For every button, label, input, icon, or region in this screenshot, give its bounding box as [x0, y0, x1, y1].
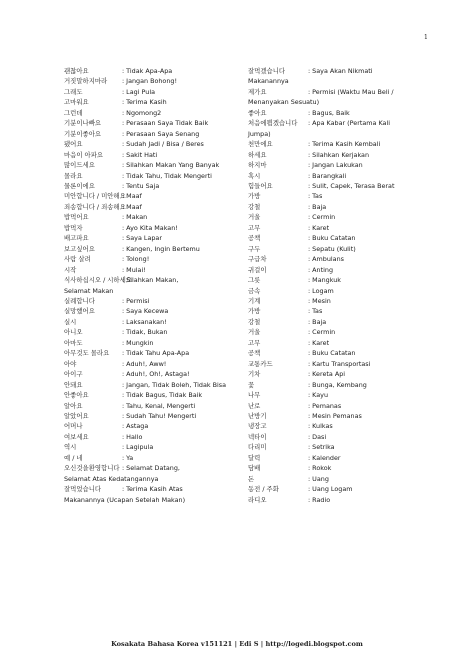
korean-term: 냉장고	[248, 422, 267, 431]
vocabulary-column-left	[64, 66, 240, 505]
korean-term: 넥타이	[248, 432, 267, 441]
vocabulary-entry	[248, 474, 440, 484]
vocabulary-entry	[64, 254, 240, 264]
indonesian-meaning: : Jangan Lakukan	[308, 161, 363, 170]
korean-term: 기계	[248, 296, 261, 305]
vocabulary-entry	[64, 76, 240, 86]
indonesian-meaning: : Kayu	[308, 391, 329, 400]
vocabulary-entry	[248, 275, 440, 285]
vocabulary-entry	[64, 97, 240, 107]
indonesian-meaning: : Terima Kasih Kembali	[308, 140, 381, 149]
korean-term: 괜찮아요	[64, 67, 89, 75]
indonesian-meaning: : Makan	[122, 213, 148, 222]
korean-term: 배고파요	[64, 234, 89, 243]
korean-term: 안좋아요	[64, 391, 89, 400]
korean-term: 구두	[248, 244, 261, 253]
vocabulary-entry	[248, 463, 440, 473]
korean-term: 고마워요	[64, 98, 89, 107]
vocabulary-entry	[248, 380, 440, 390]
indonesian-meaning: : Kereta Api	[308, 370, 346, 379]
vocabulary-entry	[64, 453, 240, 463]
korean-term: 알아요	[64, 401, 83, 410]
indonesian-meaning: : Anting	[308, 265, 333, 274]
korean-term: 기분이좋아요	[64, 129, 102, 138]
indonesian-meaning: : Tidak Tahu Apa-Apa	[122, 349, 190, 358]
vocabulary-entry	[248, 495, 440, 505]
vocabulary-entry	[248, 160, 440, 170]
vocabulary-entry	[64, 223, 240, 233]
korean-term: 고무	[248, 223, 261, 232]
indonesian-meaning: : Apa Kabar (Pertama Kali	[308, 119, 391, 128]
korean-term: 다리미	[248, 443, 267, 452]
korean-term: 거울	[248, 328, 261, 337]
indonesian-meaning: : Kalender	[308, 453, 341, 462]
indonesian-meaning: : Aduh!, Oh!, Astaga!	[122, 370, 190, 379]
korean-term: 밥먹어요	[64, 213, 89, 222]
korean-term: 기분이나빠요	[64, 119, 102, 128]
indonesian-meaning-continued: Makanannya	[248, 77, 289, 86]
indonesian-meaning: : Tas	[308, 307, 323, 316]
korean-term: 잘먹겠습니다	[248, 67, 286, 75]
korean-term: 밥먹자	[64, 223, 83, 232]
vocabulary-entry	[248, 442, 440, 452]
indonesian-meaning: : Tidak Tahu, Tidak Mengerti	[122, 171, 212, 180]
vocabulary-entry	[64, 171, 240, 181]
korean-term: 동전 / 주화	[248, 485, 279, 494]
vocabulary-entry	[64, 129, 240, 139]
indonesian-meaning: : Mesin Pemanas	[308, 411, 362, 420]
vocabulary-entry	[248, 348, 440, 358]
korean-term: 구급차	[248, 255, 267, 264]
vocabulary-entry	[64, 233, 240, 243]
vocabulary-entry	[248, 223, 440, 233]
indonesian-meaning: : Saya Lapar	[122, 234, 162, 243]
vocabulary-entry	[248, 181, 440, 191]
indonesian-meaning: : Lagi Pula	[122, 87, 156, 96]
vocabulary-entry	[248, 453, 440, 463]
korean-term: 고무	[248, 338, 261, 347]
indonesian-meaning: : Jangan, Tidak Boleh, Tidak Bisa	[122, 380, 227, 389]
vocabulary-entry	[64, 296, 240, 306]
indonesian-meaning: : Ya	[122, 453, 134, 462]
vocabulary-entry	[248, 118, 440, 128]
korean-term: 혹시	[248, 171, 261, 180]
vocabulary-entry	[248, 212, 440, 222]
indonesian-meaning-continued: Jumpa)	[248, 129, 271, 138]
vocabulary-entry	[64, 369, 240, 379]
vocabulary-entry	[64, 432, 240, 442]
korean-term: 하지마	[248, 161, 267, 170]
korean-term: 아니오	[64, 328, 83, 337]
indonesian-meaning: : Mangkuk	[308, 276, 341, 285]
vocabulary-entry	[64, 191, 240, 201]
indonesian-meaning: : Ngomong2	[122, 108, 162, 117]
vocabulary-entry	[248, 108, 440, 118]
indonesian-meaning: : Hallo	[122, 432, 143, 441]
korean-term: 실례합니다	[64, 296, 95, 305]
korean-term: 강철	[248, 202, 261, 211]
indonesian-meaning: : Cermin	[308, 213, 336, 222]
indonesian-meaning: : Bagus, Baik	[308, 108, 350, 117]
korean-term: 꽃	[248, 380, 255, 389]
indonesian-meaning: : Baja	[308, 202, 327, 211]
korean-term: 난방기	[248, 411, 267, 420]
indonesian-meaning: : Cermin	[308, 328, 336, 337]
indonesian-meaning: : Uang Logam	[308, 485, 353, 494]
indonesian-meaning: : Setrika	[308, 443, 335, 452]
vocabulary-entry	[248, 338, 440, 348]
indonesian-meaning: : Silahkan Kerjakan	[308, 150, 370, 159]
korean-term: 물론이에요	[64, 181, 95, 190]
indonesian-meaning: : Tidak Apa-Apa	[122, 67, 173, 75]
indonesian-meaning: : Karet	[308, 338, 330, 347]
indonesian-meaning: : Terima Kasih	[122, 98, 167, 107]
vocabulary-entry	[64, 463, 240, 473]
korean-term: 처음에뵙겠습니다	[248, 119, 298, 128]
korean-term: 아이구	[64, 370, 83, 379]
indonesian-meaning: : Sakit Hati	[122, 150, 158, 159]
korean-term: 사람 살려	[64, 255, 91, 264]
indonesian-meaning: : Saya Akan Nikmati	[308, 67, 373, 75]
korean-term: 아마도	[64, 338, 83, 347]
vocabulary-entry	[248, 317, 440, 327]
vocabulary-entry	[64, 139, 240, 149]
page-footer: Kosakata Bahasa Korea v151121 | Edi S | http://logedi.blogspot.com	[111, 640, 363, 648]
vocabulary-entry	[64, 244, 240, 254]
indonesian-meaning-continued: Selamat Makan	[64, 286, 114, 295]
vocabulary-entry	[248, 401, 440, 411]
korean-term: 기차	[248, 370, 261, 379]
korean-term: 천만에요	[248, 140, 273, 149]
vocabulary-entry	[248, 254, 440, 264]
vocabulary-entry	[248, 369, 440, 379]
vocabulary-entry	[248, 233, 440, 243]
indonesian-meaning: : Tidak, Bukan	[122, 328, 168, 337]
korean-term: 그런데	[64, 108, 83, 117]
vocabulary-entry	[64, 118, 240, 128]
indonesian-meaning-continued: Menanyakan Sesuatu)	[248, 98, 320, 107]
indonesian-meaning: : Dasi	[308, 432, 327, 441]
vocabulary-entry	[64, 181, 240, 191]
korean-term: 담배	[248, 464, 261, 473]
indonesian-meaning: : Karet	[308, 223, 330, 232]
korean-term: 나무	[248, 391, 261, 400]
indonesian-meaning: : Kangen, Ingin Bertemu	[122, 244, 200, 253]
korean-term: 죄송합니다 / 죄송해요	[64, 202, 126, 211]
indonesian-meaning: : Barangkali	[308, 171, 347, 180]
vocabulary-entry	[248, 171, 440, 181]
indonesian-meaning: : Perasaan Saya Tidak Baik	[122, 119, 209, 128]
indonesian-meaning: : Rokok	[308, 464, 332, 473]
korean-term: 알았어요	[64, 411, 89, 420]
vocabulary-entry	[248, 150, 440, 160]
vocabulary-entry	[248, 244, 440, 254]
indonesian-meaning: : Buku Catatan	[308, 349, 356, 358]
korean-term: 아무것도 몰라요	[64, 349, 110, 358]
indonesian-meaning: : Radio	[308, 495, 331, 504]
korean-term: 아야	[64, 359, 77, 368]
indonesian-meaning: : Terima Kasih Atas	[122, 485, 183, 494]
korean-term: 안돼요	[64, 380, 83, 389]
vocabulary-entry	[64, 421, 240, 431]
korean-term: 공책	[248, 234, 261, 243]
vocabulary-entry	[248, 66, 440, 76]
indonesian-meaning-continued: Makanannya (Ucapan Setelah Makan)	[64, 495, 186, 504]
indonesian-meaning: : Lagipula	[122, 443, 154, 452]
vocabulary-entry	[64, 150, 240, 160]
indonesian-meaning: : Silahkan Makan Yang Banyak	[122, 161, 220, 170]
indonesian-meaning: : Bunga, Kembang	[308, 380, 367, 389]
korean-term: 하세요	[248, 150, 267, 159]
indonesian-meaning: : Uang	[308, 474, 329, 483]
vocabulary-entry	[248, 306, 440, 316]
indonesian-meaning: : Ayo Kita Makan!	[122, 223, 178, 232]
vocabulary-entry	[248, 421, 440, 431]
korean-term: 가방	[248, 307, 261, 316]
indonesian-meaning: : Baja	[308, 317, 327, 326]
vocabulary-entry	[248, 265, 440, 275]
indonesian-meaning: : Logam	[308, 286, 334, 295]
korean-term: 난로	[248, 401, 261, 410]
korean-term: 돈	[248, 474, 255, 483]
korean-term: 금속	[248, 286, 261, 295]
indonesian-meaning: : Perasaan Saya Senang	[122, 129, 200, 138]
indonesian-meaning: : Sepatu (Kulit)	[308, 244, 356, 253]
vocabulary-entry	[248, 327, 440, 337]
indonesian-meaning: : Sudah Jadi / Bisa / Beres	[122, 140, 204, 149]
vocabulary-entry	[248, 87, 440, 97]
indonesian-meaning-continued: Selamat Atas Kedatangannya	[64, 474, 159, 483]
korean-term: 그래도	[64, 87, 83, 96]
vocabulary-entry	[248, 359, 440, 369]
korean-term: 몰라요	[64, 171, 83, 180]
indonesian-meaning: : Maaf	[122, 192, 142, 201]
vocabulary-entry	[64, 359, 240, 369]
vocabulary-entry	[248, 191, 440, 201]
indonesian-meaning: : Tahu, Kenal, Mengerti	[122, 401, 196, 410]
vocabulary-entry	[248, 286, 440, 296]
korean-term: 귀걸이	[248, 265, 267, 274]
vocabulary-entry	[64, 202, 240, 212]
page-number: 1	[424, 34, 428, 41]
vocabulary-entry	[64, 306, 240, 316]
korean-term: 강철	[248, 317, 261, 326]
vocabulary-entry	[64, 317, 240, 327]
vocabulary-entry	[64, 160, 240, 170]
vocabulary-entry	[64, 401, 240, 411]
vocabulary-entry	[64, 484, 240, 494]
korean-term: 교통카드	[248, 359, 273, 368]
indonesian-meaning: : Silahkan Makan,	[122, 276, 179, 285]
korean-term: 시작	[64, 265, 77, 274]
korean-term: 가방	[248, 192, 261, 201]
indonesian-meaning: : Ambulans	[308, 255, 344, 264]
korean-term: 제가요	[248, 87, 267, 96]
korean-term: 거짓말하지마라	[64, 77, 108, 86]
korean-term: 오신것을환영합니다	[64, 464, 120, 473]
korean-term: 거울	[248, 213, 261, 222]
vocabulary-entry	[248, 390, 440, 400]
vocabulary-entry	[64, 108, 240, 118]
indonesian-meaning: : Aduh!, Aww!	[122, 359, 167, 368]
indonesian-meaning: : Tidak Bagus, Tidak Baik	[122, 391, 203, 400]
indonesian-meaning: : Tas	[308, 192, 323, 201]
indonesian-meaning: : Mesin	[308, 296, 331, 305]
vocabulary-entry	[64, 212, 240, 222]
korean-term: 여보세요	[64, 432, 89, 441]
indonesian-meaning: : Sudah Tahu! Mengerti	[122, 411, 197, 420]
korean-term: 실망했어요	[64, 307, 95, 316]
indonesian-meaning: : Permisi (Waktu Mau Beli /	[308, 87, 394, 96]
korean-term: 좋아요	[248, 108, 267, 117]
vocabulary-entry	[248, 202, 440, 212]
korean-term: 마음이 아파요	[64, 150, 104, 159]
korean-term: 식사하십시오 / 시하세요	[64, 276, 132, 285]
vocabulary-entry	[248, 411, 440, 421]
vocabulary-entry	[64, 327, 240, 337]
indonesian-meaning: : Sulit, Capek, Terasa Berat	[308, 181, 395, 190]
korean-term: 잘먹었습니다	[64, 485, 102, 494]
vocabulary-entry	[64, 275, 240, 285]
vocabulary-entry	[64, 265, 240, 275]
indonesian-meaning: : Selamat Datang,	[122, 464, 180, 473]
indonesian-meaning: : Permisi	[122, 296, 150, 305]
korean-term: 힘들어요	[248, 181, 273, 190]
indonesian-meaning: : Pemanas	[308, 401, 342, 410]
indonesian-meaning: : Jangan Bohong!	[122, 77, 178, 86]
indonesian-meaning: : Tolong!	[122, 255, 150, 264]
vocabulary-entry	[64, 66, 240, 76]
vocabulary-entry	[64, 87, 240, 97]
korean-term: 미안합니다 / 미안해요	[64, 192, 126, 201]
korean-term: 달력	[248, 453, 261, 462]
indonesian-meaning: : Mulai!	[122, 265, 146, 274]
korean-term: 역시	[64, 443, 77, 452]
korean-term: 보고싶어요	[64, 244, 95, 253]
vocabulary-entry	[64, 442, 240, 452]
indonesian-meaning: : Laksanakan!	[122, 317, 167, 326]
korean-term: 실시	[64, 317, 77, 326]
indonesian-meaning: : Mungkin	[122, 338, 154, 347]
korean-term: 많이드세요	[64, 161, 95, 170]
korean-term: 예 / 네	[64, 453, 83, 462]
vocabulary-entry	[248, 484, 440, 494]
vocabulary-entry	[64, 390, 240, 400]
vocabulary-entry	[248, 296, 440, 306]
korean-term: 됐어요	[64, 140, 83, 149]
korean-term: 라디오	[248, 495, 267, 504]
indonesian-meaning: : Kulkas	[308, 422, 333, 431]
vocabulary-entry	[248, 432, 440, 442]
vocabulary-entry	[64, 411, 240, 421]
vocabulary-column-right	[248, 66, 440, 505]
vocabulary-entry	[64, 348, 240, 358]
vocabulary-entry	[64, 380, 240, 390]
indonesian-meaning: : Buku Catatan	[308, 234, 356, 243]
indonesian-meaning: : Maaf	[122, 202, 142, 211]
indonesian-meaning: : Saya Kecewa	[122, 307, 169, 316]
vocabulary-entry	[64, 338, 240, 348]
indonesian-meaning: : Astaga	[122, 422, 149, 431]
vocabulary-entry	[248, 139, 440, 149]
indonesian-meaning: : Tentu Saja	[122, 181, 160, 190]
indonesian-meaning: : Kartu Transportasi	[308, 359, 371, 368]
korean-term: 그릇	[248, 276, 261, 285]
korean-term: 공책	[248, 349, 261, 358]
korean-term: 어머나	[64, 422, 83, 431]
